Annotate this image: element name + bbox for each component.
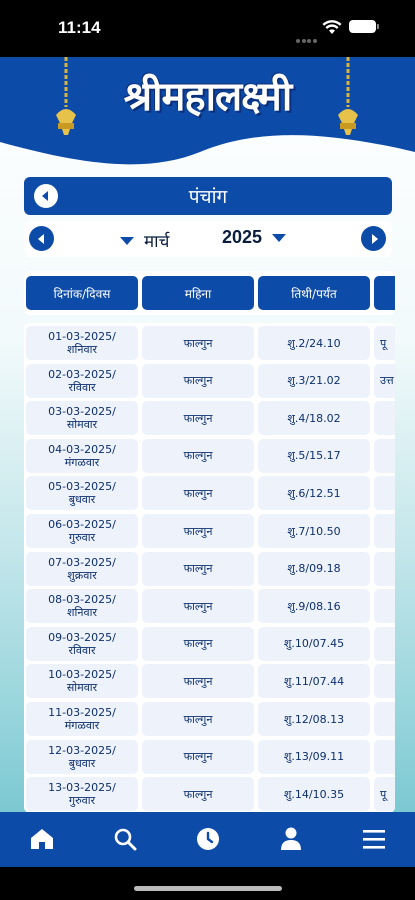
date-text: 07-03-2025/ [48,555,116,569]
tithi-cell: शु.14/10.35 [258,777,370,811]
table-row [24,661,395,698]
tithi-cell: शु.5/15.17 [258,439,370,473]
date-text: 10-03-2025/ [48,668,116,682]
day-text: रविवार [68,380,96,394]
table-row [24,361,395,398]
nav-profile-button[interactable] [278,826,304,852]
year-dropdown[interactable] [222,227,286,248]
nav-menu-button[interactable] [361,826,387,852]
day-text: बुधवार [68,493,96,507]
date-day-cell [26,552,138,586]
extra-cell: उत्त [374,364,395,398]
date-day-cell [26,439,138,473]
table-row [24,511,395,548]
day-text: मंगळवार [64,719,100,732]
date-text: 05-03-2025/ [48,480,116,494]
date-text: 03-03-2025/ [48,405,116,419]
column-header-extra [374,276,395,310]
date-day-cell [26,326,138,360]
tithi-cell: शु.9/08.16 [258,589,370,623]
date-day-cell [26,514,138,548]
tithi-cell: शु.2/24.10 [258,326,370,360]
extra-cell [374,702,395,736]
chevron-left-icon [37,234,47,244]
month-cell: फाल्गुन [142,777,254,811]
month-value: मार्च [144,232,170,252]
tithi-cell: शु.6/12.51 [258,476,370,510]
back-button[interactable] [34,184,58,208]
battery-icon [349,20,376,33]
extra-cell [374,552,395,586]
year-value: 2025 [222,227,263,247]
date-day-cell [26,364,138,398]
page-title-bar [24,177,392,215]
day-text: मंगळवार [64,455,100,469]
date-text: 13-03-2025/ [48,781,116,795]
month-cell: फाल्गुन [142,514,254,548]
extra-cell [374,627,395,661]
month-cell: फाल्गुन [142,552,254,586]
extra-cell [374,401,395,435]
extra-cell [374,439,395,473]
date-text: 06-03-2025/ [48,518,116,531]
table-row [24,699,395,736]
day-text: शुक्रवार [67,568,97,582]
status-time: 11:14 [58,18,101,37]
month-cell: फाल्गुन [142,627,254,661]
column-header-date: दिनांक/दिवस [26,276,138,310]
extra-cell [374,514,395,548]
status-bar [0,0,415,57]
caret-down-icon [272,234,286,242]
date-day-cell [26,589,138,623]
extra-cell: पू [374,777,395,811]
tithi-cell: शु.13/09.11 [258,740,370,774]
day-text: सोमवार [66,418,98,432]
chevron-right-icon [369,234,379,244]
table-row [24,624,395,661]
month-cell: फाल्गुन [142,326,254,360]
wifi-icon [322,19,342,35]
month-dropdown[interactable] [120,229,169,252]
table-row [24,774,395,811]
prev-month-button[interactable] [29,226,54,251]
extra-cell: पू [374,326,395,360]
month-cell: फाल्गुन [142,702,254,736]
month-cell: फाल्गुन [142,401,254,435]
tithi-cell: शु.7/10.50 [258,514,370,548]
extra-cell [374,664,395,698]
tithi-cell: शु.10/07.45 [258,627,370,661]
day-text: शनिवार [67,606,97,620]
day-text: गुरुवार [68,531,96,544]
app-screen [0,57,415,867]
extra-cell [374,740,395,774]
search-icon [113,827,137,851]
column-header-tithi: तिथी/पर्यंत [258,276,370,310]
date-day-cell [26,740,138,774]
table-row [24,323,395,360]
table-row [24,398,395,435]
menu-icon [363,829,385,849]
next-month-button[interactable] [361,226,386,251]
tithi-cell: शु.3/21.02 [258,364,370,398]
table-header [24,271,395,315]
day-text: शनिवार [67,343,97,356]
tithi-cell: शु.8/09.18 [258,552,370,586]
nav-search-button[interactable] [112,826,138,852]
user-icon [280,827,302,851]
date-text: 12-03-2025/ [48,743,116,757]
date-text: 01-03-2025/ [48,330,116,343]
month-cell: फाल्गुन [142,439,254,473]
nav-home-button[interactable] [29,826,55,852]
date-day-cell [26,401,138,435]
month-year-selector [24,221,392,257]
month-cell: फाल्गुन [142,589,254,623]
date-text: 09-03-2025/ [48,630,116,644]
table-row [24,473,395,510]
tithi-cell: शु.4/18.02 [258,401,370,435]
month-cell: फाल्गुन [142,740,254,774]
day-text: सोमवार [66,681,98,695]
date-text: 08-03-2025/ [48,593,116,607]
date-day-cell [26,702,138,736]
panchang-table[interactable] [24,323,395,813]
page-title: पंचांग [188,186,228,208]
date-text: 11-03-2025/ [48,706,116,719]
date-text: 02-03-2025/ [48,367,116,381]
column-header-month: महिना [142,276,254,310]
caret-down-icon [120,237,134,245]
month-cell: फाल्गुन [142,664,254,698]
day-text: गुरुवार [68,794,96,808]
tithi-cell: शु.11/07.44 [258,664,370,698]
date-day-cell [26,777,138,811]
app-logo-title: श्रीमहालक्ष्मी [123,74,292,120]
signal-dots-icon [296,28,318,32]
month-cell: फाल्गुन [142,364,254,398]
date-day-cell [26,664,138,698]
bottom-navigation [0,812,415,867]
table-row [24,737,395,774]
home-indicator[interactable] [134,886,282,891]
nav-clock-button[interactable] [195,826,221,852]
date-text: 04-03-2025/ [48,442,116,456]
day-text: बुधवार [68,756,96,770]
table-row [24,436,395,473]
table-row [24,549,395,586]
table-row [24,586,395,623]
extra-cell [374,589,395,623]
tithi-cell: शु.12/08.13 [258,702,370,736]
extra-cell [374,476,395,510]
day-text: रविवार [68,643,96,657]
home-icon [30,828,54,850]
month-cell: फाल्गुन [142,476,254,510]
date-day-cell [26,476,138,510]
back-arrow-icon [40,190,52,202]
clock-icon [196,827,220,851]
date-day-cell [26,627,138,661]
